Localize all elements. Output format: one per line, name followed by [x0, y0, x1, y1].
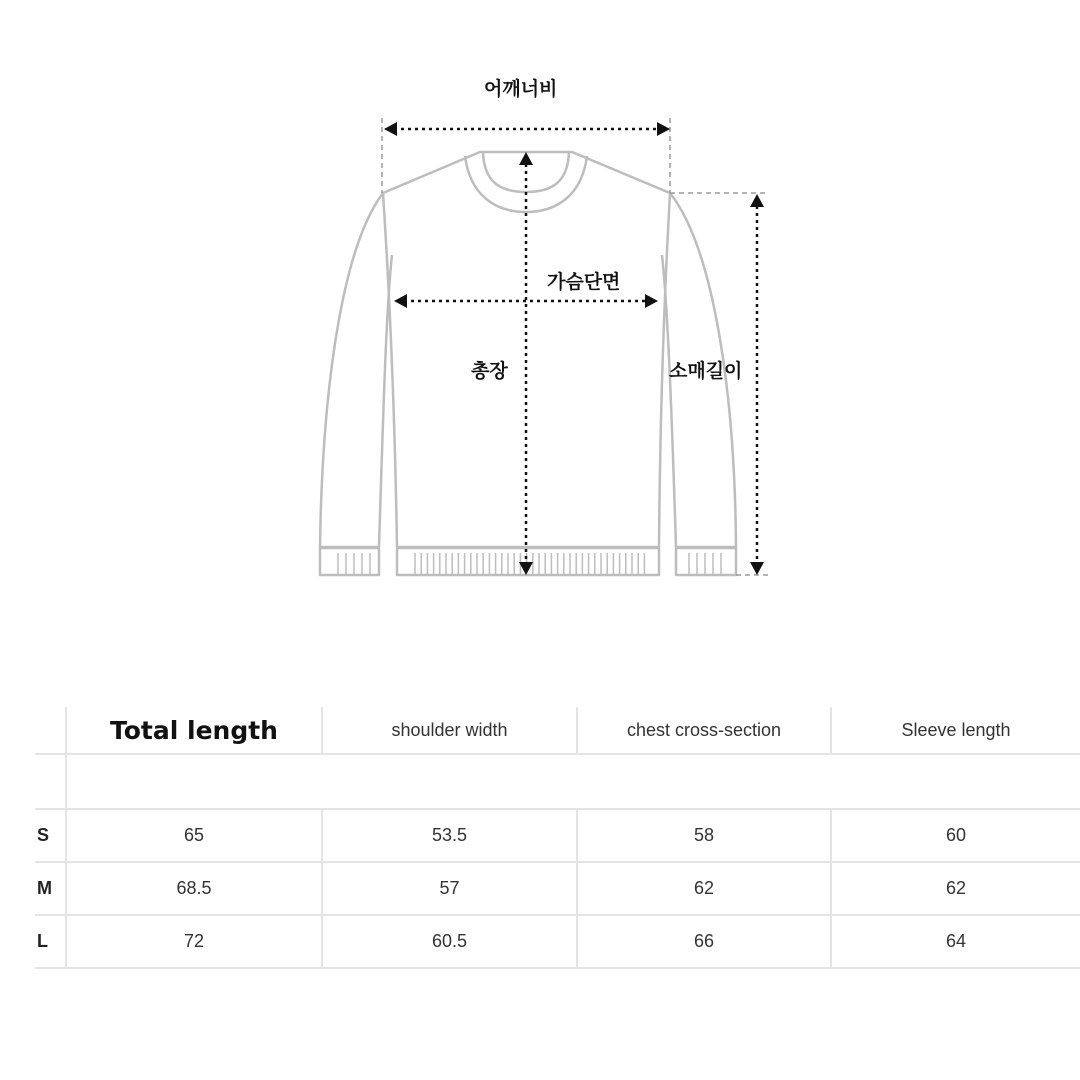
sleeve-arrow-head-bottom	[750, 562, 764, 575]
table-cell: 53.5	[322, 809, 577, 862]
size-label: S	[35, 809, 66, 862]
table-cell: 72	[66, 915, 322, 968]
table-cell: 62	[831, 862, 1080, 915]
chest-arrow-head-right	[645, 294, 658, 308]
shoulder-width-label: 어깨너비	[484, 78, 558, 100]
table-blank-row	[35, 754, 1080, 809]
chest-section-label: 가슴단면	[547, 271, 621, 293]
right-cuff	[676, 548, 736, 575]
header-sleeve-length: Sleeve length	[831, 707, 1080, 754]
table-cell: 60.5	[322, 915, 577, 968]
size-label: L	[35, 915, 66, 968]
total-length-label: 총장	[471, 360, 508, 382]
header-shoulder-width: shoulder width	[322, 707, 577, 754]
sleeve-arrow-head-top	[750, 194, 764, 207]
table-row	[35, 809, 1080, 862]
table-cell: 60	[831, 809, 1080, 862]
shoulder-arrow-head-left	[384, 122, 397, 136]
table-header-row	[35, 707, 1080, 754]
table-cell: 68.5	[66, 862, 322, 915]
sweatshirt-left-sleeve	[320, 193, 392, 547]
header-chest-cross-section: chest cross-section	[577, 707, 831, 754]
size-table	[35, 707, 1080, 969]
sleeve-length-label: 소매길이	[669, 360, 743, 382]
table-cell: 57	[322, 862, 577, 915]
table-cell: 58	[577, 809, 831, 862]
table-row	[35, 862, 1080, 915]
table-cell: 64	[831, 915, 1080, 968]
header-total-length: Total length	[66, 707, 322, 754]
measurement-guides	[382, 118, 768, 575]
total-arrow-head-top	[519, 152, 533, 165]
size-label: M	[35, 862, 66, 915]
blank-row-cell	[66, 754, 1080, 809]
table-row	[35, 915, 1080, 968]
table-corner-cell	[35, 707, 66, 754]
shoulder-arrow-head-right	[657, 122, 670, 136]
table-cell: 65	[66, 809, 322, 862]
table-cell: 62	[577, 862, 831, 915]
blank-row-label-cell	[35, 754, 66, 809]
chest-arrow-head-left	[394, 294, 407, 308]
table-cell: 66	[577, 915, 831, 968]
